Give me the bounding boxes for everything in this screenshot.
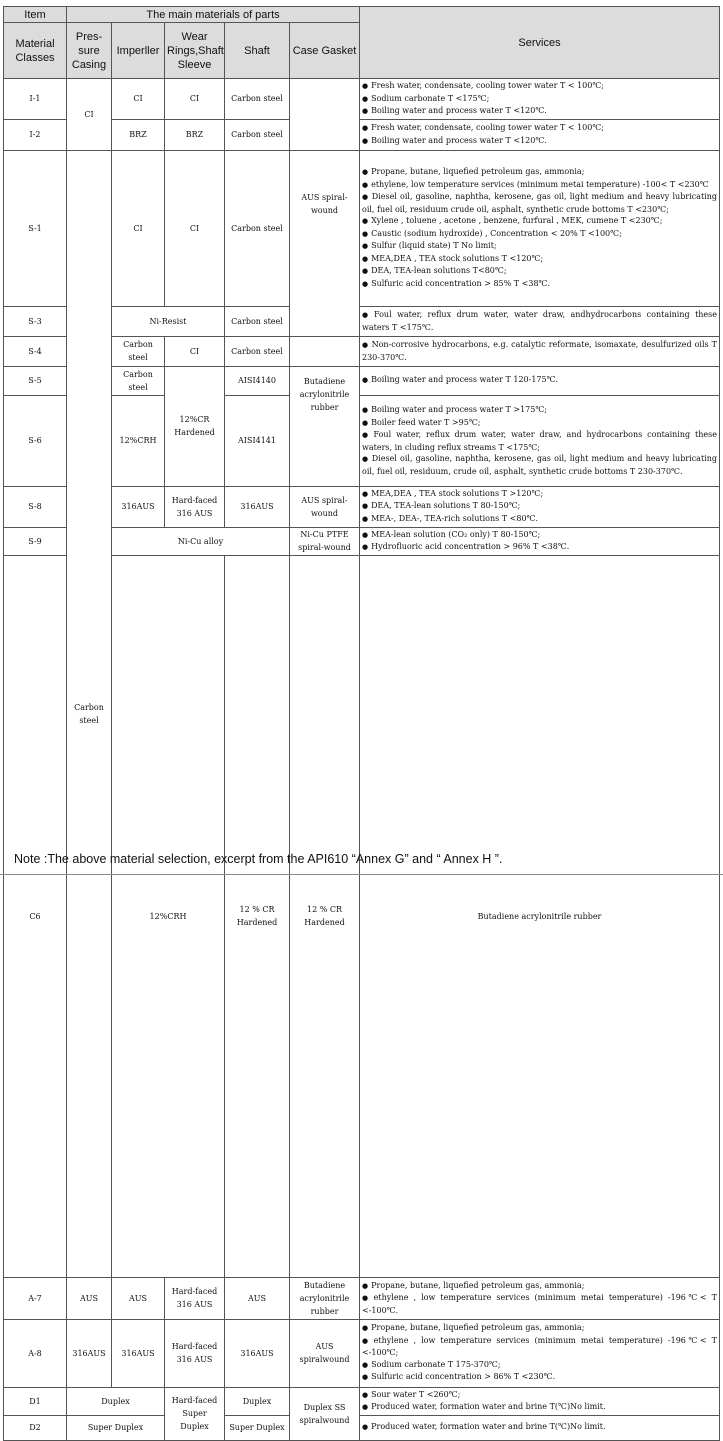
service-text: Sodium carbonate T <175℃; <box>371 93 490 103</box>
service-text: Diesel oil, gasoline, naphtha, kerosene, gas oil, light medium and heavy lubricating oil, fuel oil, residuum, crude oil, asphalt, synthetic crude bottoms T 230-370℃. <box>362 454 718 476</box>
wear-cell: CI <box>165 79 225 120</box>
service-text: Foul water, reflux drum water, water draw, andhydrocarbons containing these waters T <175℃. <box>362 310 718 332</box>
service-item <box>362 179 717 192</box>
bullet-icon: ● <box>362 1390 369 1399</box>
shaft-cell: AUS <box>225 1277 290 1319</box>
service-item <box>362 1421 717 1434</box>
wear-cell: CI <box>165 150 225 306</box>
service-item <box>362 513 717 526</box>
header-material-classes: Material Classes <box>4 23 67 79</box>
bullet-icon: ● <box>362 107 369 115</box>
impeller-cell: CI <box>112 79 165 120</box>
wear-cell: 12 % CR Hardened <box>225 555 290 1277</box>
bullet-icon: ● <box>362 229 369 238</box>
wear-cell: Hard-faced 316 AUS <box>165 1277 225 1319</box>
service-item <box>362 1389 717 1402</box>
shaft-cell: 316AUS <box>225 486 290 527</box>
wear-cell: Hard-faced Super Duplex <box>165 1387 225 1440</box>
bullet-icon: ● <box>362 193 369 201</box>
bullet-icon: ● <box>362 530 369 539</box>
class-cell: S-3 <box>4 306 67 336</box>
shaft-cell: Carbon steel <box>225 79 290 120</box>
services-cell <box>360 395 720 486</box>
table-row <box>4 527 720 555</box>
gasket-cell: AUS spiral-wound <box>290 150 360 336</box>
bullet-icon: ● <box>362 514 369 523</box>
service-text: MEA,DEA , TEA stock solutions T <120℃; <box>371 253 544 263</box>
header-shaft: Shaft <box>225 23 290 79</box>
materials-table <box>3 6 720 1441</box>
bullet-icon: ● <box>362 431 371 439</box>
header-case-gasket: Case Gasket <box>290 23 360 79</box>
impeller-shaft-cell: Ni-Cu alloy <box>112 527 290 555</box>
service-item <box>362 417 717 430</box>
table-row <box>4 119 720 150</box>
shaft-cell: Carbon steel <box>225 306 290 336</box>
bullet-icon: ● <box>362 267 369 275</box>
wear-cell: 12%CR Hardened <box>165 366 225 486</box>
casing-cell: CI <box>67 79 112 151</box>
service-text: Hydrofluoric acid concentration > 96% T <38℃. <box>371 542 570 551</box>
bullet-icon: ● <box>362 1403 369 1411</box>
service-text: Boiling water and process water T >175℃; <box>371 405 547 414</box>
bullet-icon: ● <box>362 489 369 498</box>
bullet-icon: ● <box>362 1360 369 1369</box>
casing-impeller-cell: Duplex <box>67 1387 165 1415</box>
class-cell: S-8 <box>4 486 67 527</box>
class-cell: I-2 <box>4 119 67 150</box>
service-text: MEA-, DEA-, TEA-rich solutions T <80℃. <box>371 513 539 523</box>
impeller-cell: AUS <box>112 1277 165 1319</box>
bullet-icon: ● <box>362 1336 371 1345</box>
bullet-icon: ● <box>362 82 369 90</box>
casing-cell: AUS <box>67 1277 112 1319</box>
service-text: Boiler feed water T >95℃; <box>371 417 481 427</box>
table-row <box>4 1277 720 1319</box>
services-cell <box>360 1387 720 1415</box>
bullet-icon: ● <box>362 418 369 427</box>
table-row <box>4 555 720 1277</box>
gasket-cell: Butadiene acrylonitrile rubber <box>290 1277 360 1319</box>
service-item <box>362 191 717 215</box>
service-item <box>362 488 717 501</box>
service-text: Boiling water and process water T <120℃. <box>371 135 547 145</box>
services-cell <box>360 119 720 150</box>
service-text: Sour water T <260℃; <box>371 1389 461 1399</box>
service-item <box>362 1292 717 1316</box>
service-text: Non-corrosive hydrocarbons, e.g. catalytic reformate, isomaxate, desulfurized oils T 230-370℃. <box>362 340 717 362</box>
service-text: Sulfur (liquid state) T No limit; <box>371 241 497 250</box>
impeller-cell: CI <box>112 150 165 306</box>
shaft-cell: Duplex <box>225 1387 290 1415</box>
table-row <box>4 366 720 395</box>
bullet-icon: ● <box>362 180 369 189</box>
services-cell <box>360 366 720 395</box>
shaft-cell: AISI4141 <box>225 395 290 486</box>
services-cell <box>360 150 720 306</box>
bullet-icon: ● <box>362 1324 369 1333</box>
table-row <box>4 306 720 336</box>
bullet-icon: ● <box>362 217 369 225</box>
service-text: MEA-lean solution (CO₂ only) T 80-150℃; <box>371 529 541 539</box>
services-cell <box>360 527 720 555</box>
bullet-icon: ● <box>362 455 369 463</box>
bullet-icon: ● <box>362 1294 371 1303</box>
gasket-cell: Duplex SS spiralwound <box>290 1387 360 1440</box>
class-cell: S-4 <box>4 336 67 366</box>
casing-cell: 316AUS <box>67 1319 112 1387</box>
service-item <box>362 1359 717 1372</box>
header-services: Services <box>360 7 720 79</box>
service-text: Sulfuric acid concentration > 86% T <230℃. <box>371 1372 556 1382</box>
impeller-cell: BRZ <box>112 119 165 150</box>
service-text: Produced water, formation water and brine T(℃)No limit. <box>371 1402 606 1411</box>
service-item <box>362 1371 717 1384</box>
class-cell: S-5 <box>4 366 67 395</box>
service-item <box>362 265 717 278</box>
service-text: Fresh water, condensate, cooling tower water T < 100℃; <box>371 123 604 132</box>
table-row <box>4 395 720 486</box>
service-item <box>362 278 717 291</box>
service-text: Propane, butane, liquefied petroleum gas, ammonia; <box>371 1280 585 1290</box>
impeller-cell: 12%CRH <box>112 395 165 486</box>
service-item <box>362 374 717 387</box>
shaft-cell: AISI4140 <box>225 366 290 395</box>
header-pressure-casing: Pres-sure Casing <box>67 23 112 79</box>
service-item <box>362 93 717 106</box>
table-row <box>4 336 720 366</box>
shaft-cell: Carbon steel <box>225 336 290 366</box>
bullet-icon: ● <box>362 341 369 349</box>
bullet-icon: ● <box>362 168 369 176</box>
service-item <box>362 541 717 554</box>
bullet-icon: ● <box>362 94 369 103</box>
footnote: Note :The above material selection, excerpt from the API610 “Annex G” and “ Annex H ”. <box>14 852 503 866</box>
service-text: Foul water, reflux drum water, water draw, and hydrocarbons containing these waters, in cluding reflux streams T <175℃; <box>362 430 717 452</box>
header-wear-rings: Wear Rings,Shaft Sleeve <box>165 23 225 79</box>
class-cell: S-6 <box>4 395 67 486</box>
service-text: ethylene, low temperature services (minimum metai temperature) -100< T <230℃ <box>371 179 709 189</box>
service-item <box>362 135 717 148</box>
class-cell: C6 <box>4 555 67 1277</box>
gasket-cell: Butadiene acrylonitrile rubber <box>290 366 360 486</box>
service-item <box>362 166 717 179</box>
gasket-cell: AUS spiralwound <box>290 1319 360 1387</box>
gasket-cell <box>290 336 360 366</box>
table-row <box>4 150 720 306</box>
wear-cell: Hard-faced 316 AUS <box>165 486 225 527</box>
casing-impeller-cell: 12%CRH <box>112 555 225 1277</box>
class-cell: S-9 <box>4 527 67 555</box>
impeller-cell: Carbon steel <box>112 336 165 366</box>
table-row <box>4 1319 720 1387</box>
wear-cell: CI <box>165 336 225 366</box>
header-item: Item <box>4 7 67 23</box>
service-item <box>362 309 717 333</box>
service-text: Fresh water, condensate, cooling tower water T < 100℃; <box>371 81 604 90</box>
bottom-rule <box>0 874 723 875</box>
impeller-cell: 316AUS <box>112 1319 165 1387</box>
wear-cell: BRZ <box>165 119 225 150</box>
service-text: Boiling water and process water T <120℃. <box>371 106 547 115</box>
service-text: DEA, TEA-lean solutions T<80℃; <box>371 266 507 275</box>
service-item <box>362 105 717 118</box>
header-impeller: Imperller <box>112 23 165 79</box>
service-item <box>362 500 717 513</box>
service-item <box>362 215 717 228</box>
shaft-cell: Carbon steel <box>225 119 290 150</box>
header-main-materials: The main materials of parts <box>67 7 360 23</box>
service-text: ethylene , low temperature services (minimum metai temperature) -196℃< T <-100℃; <box>362 1335 717 1358</box>
service-text: MEA,DEA , TEA stock solutions T >120℃; <box>371 488 544 498</box>
services-cell <box>360 79 720 120</box>
service-item <box>362 404 717 417</box>
bullet-icon: ● <box>362 279 369 288</box>
service-item <box>362 1401 717 1414</box>
gasket-cell: Ni-Cu PTFE spiral-wound <box>290 527 360 555</box>
gasket-cell <box>290 79 360 151</box>
class-cell: I-1 <box>4 79 67 120</box>
service-item <box>362 453 717 477</box>
casing-impeller-cell: Super Duplex <box>67 1415 165 1440</box>
casing-cell: Carbon steel <box>67 150 112 1277</box>
service-text: Boiling water and process water T 120-175℃. <box>371 375 559 385</box>
shaft-cell: 316AUS <box>225 1319 290 1387</box>
service-item <box>362 1280 717 1293</box>
table-row <box>4 1415 720 1440</box>
bullet-icon: ● <box>362 543 369 551</box>
table-row <box>4 79 720 120</box>
service-item <box>362 429 717 453</box>
bullet-icon: ● <box>362 1373 369 1382</box>
service-text: Produced water, formation water and brine T(℃)No limit. <box>371 1422 606 1432</box>
bullet-icon: ● <box>362 406 369 414</box>
shaft-cell: Super Duplex <box>225 1415 290 1440</box>
gasket-cell: AUS spiral-wound <box>290 486 360 527</box>
table-row <box>4 1387 720 1415</box>
service-item <box>362 1322 717 1335</box>
service-item <box>362 253 717 266</box>
bullet-icon: ● <box>362 242 369 250</box>
bullet-icon: ● <box>362 1423 369 1432</box>
bullet-icon: ● <box>362 124 369 132</box>
service-text: DEA, TEA-lean solutions T 80-150℃; <box>371 501 521 511</box>
service-text: Caustic (sodium hydroxide) , Concentration < 20% T <100℃; <box>371 228 622 238</box>
service-text: Sulfuric acid concentration > 85% T <38℃. <box>371 278 551 288</box>
services-cell <box>360 336 720 366</box>
service-item <box>362 339 717 363</box>
services-cell <box>360 1415 720 1440</box>
bullet-icon: ● <box>362 136 369 145</box>
class-cell: A-8 <box>4 1319 67 1387</box>
class-cell: D2 <box>4 1415 67 1440</box>
service-item <box>362 1335 717 1359</box>
services-cell <box>360 306 720 336</box>
service-item <box>362 80 717 93</box>
service-item <box>362 529 717 542</box>
service-item <box>362 240 717 253</box>
impeller-cell: Carbon steel <box>112 366 165 395</box>
service-text: Sodium carbonate T 175-370℃; <box>371 1359 501 1369</box>
bullet-icon: ● <box>362 376 369 385</box>
class-cell: A-7 <box>4 1277 67 1319</box>
bullet-icon: ● <box>362 254 369 263</box>
wear-cell: Hard-faced 316 AUS <box>165 1319 225 1387</box>
impeller-wear-cell: Ni-Resist <box>112 306 225 336</box>
service-text: Xylene , toluene , acetone , benzene, furfural , MEK, cumene T <230℃; <box>371 216 663 225</box>
impeller-cell: 316AUS <box>112 486 165 527</box>
bullet-icon: ● <box>362 311 371 319</box>
service-item <box>362 122 717 135</box>
bullet-icon: ● <box>362 1281 369 1290</box>
shaft-cell: 12 % CR Hardened <box>290 555 360 1277</box>
class-cell: S-1 <box>4 150 67 306</box>
class-cell: D1 <box>4 1387 67 1415</box>
service-text: Propane, butane, liquefied petroleum gas, ammonia; <box>371 1323 585 1333</box>
service-text: ethylene , low temperature services (minimum metai temperature) -196℃< T <-100℃. <box>362 1293 717 1315</box>
shaft-cell: Carbon steel <box>225 150 290 306</box>
bullet-icon: ● <box>362 502 369 511</box>
gasket-cell: Butadiene acrylonitrile rubber <box>360 555 720 1277</box>
service-text: Propane, butane, liquefied petroleum gas, ammonia; <box>371 167 585 176</box>
service-text: Diesel oil, gasoline, naphtha, kerosene, gas oil, light medium and heavy lubricating oil, fuel oil, residuum crude oil, asphalt, synthetic crude bottoms T <230℃; <box>362 192 718 214</box>
services-cell <box>360 1277 720 1319</box>
table-row <box>4 486 720 527</box>
service-item <box>362 228 717 241</box>
services-cell <box>360 486 720 527</box>
services-cell <box>360 1319 720 1387</box>
